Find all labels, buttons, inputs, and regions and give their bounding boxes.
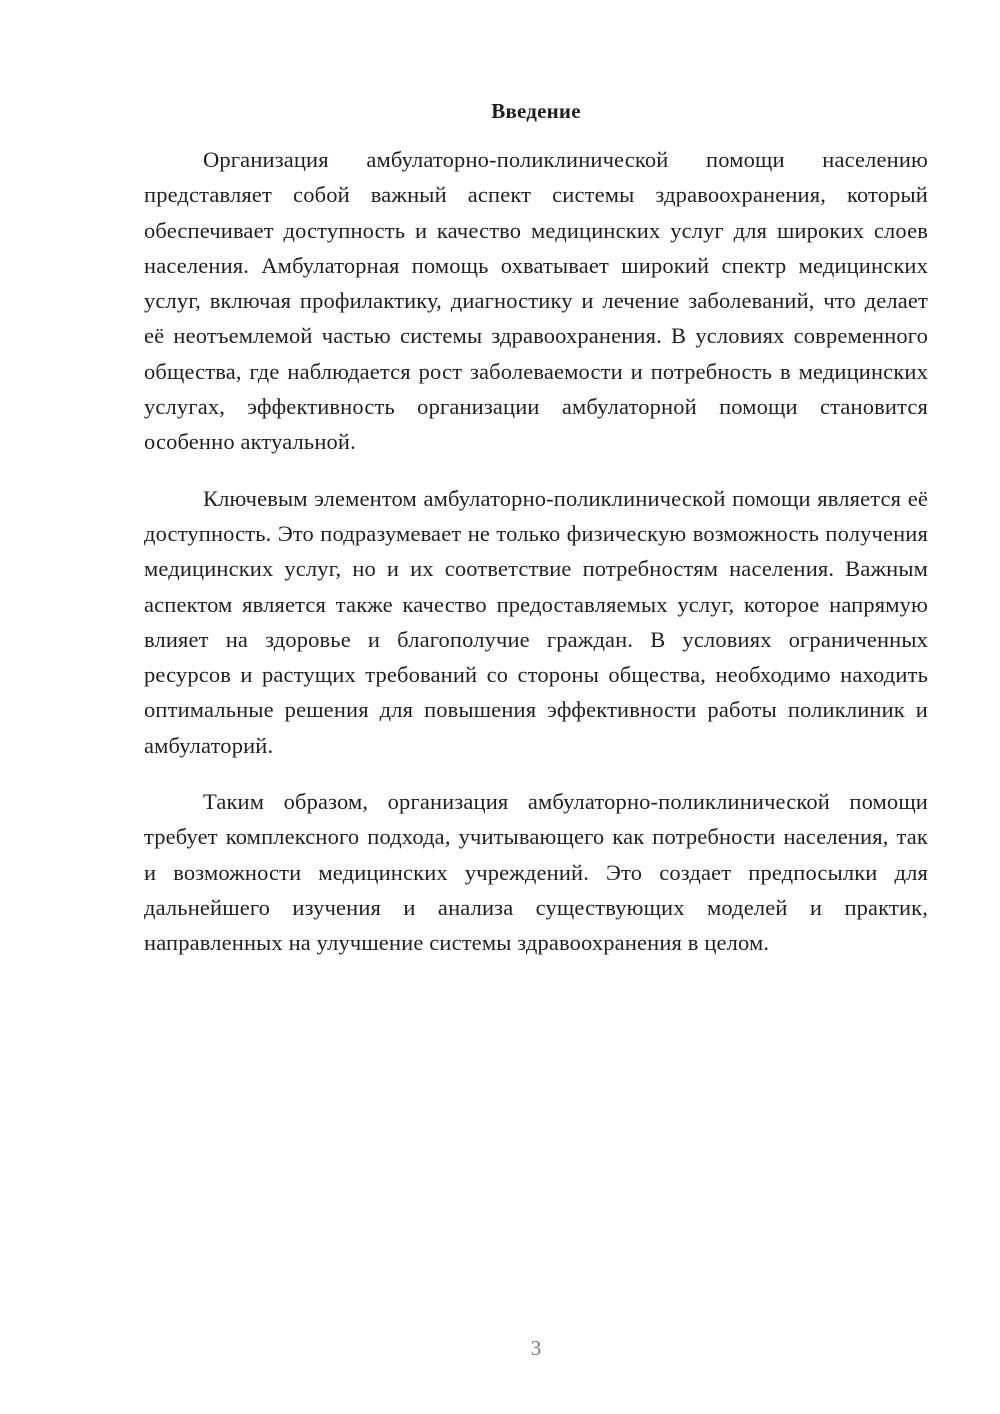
section-title: Введение [491,99,581,123]
body-text [144,142,928,961]
paragraph-3: Таким образом, организация амбулаторно-поликлинической помощи требует комплексного подхода, учитывающего как потребности населения, так и возможности медицинских учреждений. Это создает предпосылки для дальнейшего изучения и анализа существующих моделей и практик, направленных на улучшение системы здравоохранения в целом. [144,789,928,956]
paragraph-1: Организация амбулаторно-поликлинической помощи населению представляет собой важный аспект системы здравоохранения, который обеспечивает доступность и качество медицинских услуг для широких слоев населения. Амбулаторная помощь охватывает широкий спектр медицинских услуг, включая профилактику, диагностику и лечение заболеваний, что делает её неотъемлемой частью системы здравоохранения. В условиях современного общества, где наблюдается рост заболеваемости и потребность в медицинских услугах, эффективность организации амбулаторной помощи становится особенно актуальной. [144,147,928,455]
paragraph-2: Ключевым элементом амбулаторно-поликлинической помощи является её доступность. Это подразумевает не только физическую возможность получения медицинских услуг, но и их соответствие потребностям населения. Важным аспектом является также качество предоставляемых услуг, которое напрямую влияет на здоровье и благополучие граждан. В условиях ограниченных ресурсов и растущих требований со стороны общества, необходимо находить оптимальные решения для повышения эффективности работы поликлиник и амбулаторий. [144,485,928,758]
page-number: 3 [530,1336,542,1360]
